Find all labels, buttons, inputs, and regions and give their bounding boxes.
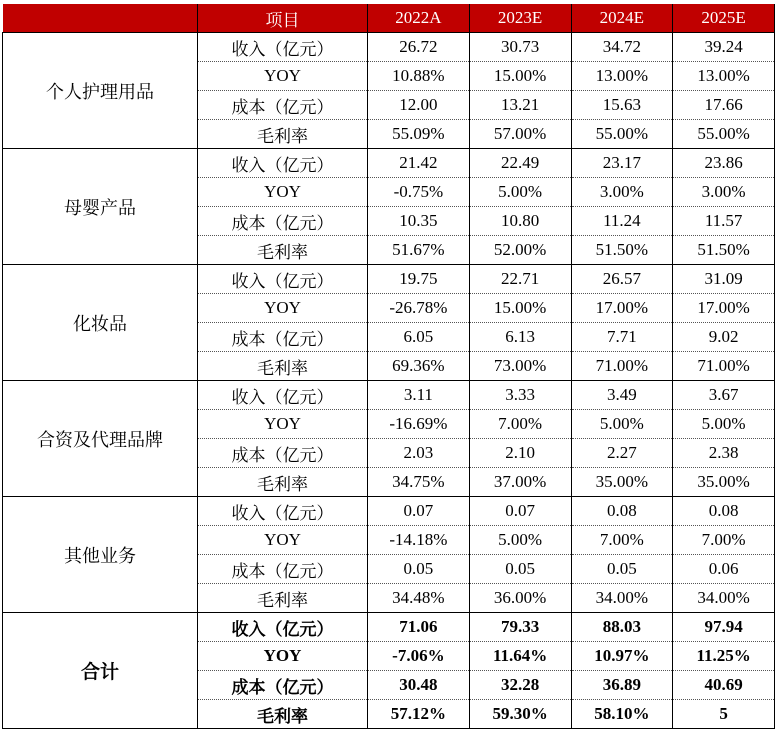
value-cell: 5 bbox=[673, 700, 775, 729]
value-cell: 55.00% bbox=[571, 120, 673, 149]
header-item-label: 项目 bbox=[198, 4, 368, 33]
financial-forecast-table bbox=[2, 4, 775, 729]
value-cell: 34.00% bbox=[673, 584, 775, 613]
value-cell: 7.00% bbox=[469, 410, 571, 439]
header-year-2025e: 2025E bbox=[673, 4, 775, 33]
value-cell: 12.00 bbox=[368, 91, 470, 120]
value-cell: 5.00% bbox=[469, 178, 571, 207]
header-year-2023e: 2023E bbox=[469, 4, 571, 33]
header-row bbox=[3, 4, 775, 33]
value-cell: 35.00% bbox=[673, 468, 775, 497]
value-cell: 17.00% bbox=[571, 294, 673, 323]
table-row bbox=[3, 149, 775, 178]
value-cell: 34.48% bbox=[368, 584, 470, 613]
value-cell: 79.33 bbox=[469, 613, 571, 642]
metric-label: 毛利率 bbox=[198, 352, 368, 381]
value-cell: 10.80 bbox=[469, 207, 571, 236]
metric-label: 收入（亿元） bbox=[198, 149, 368, 178]
value-cell: 57.12% bbox=[368, 700, 470, 729]
value-cell: 71.00% bbox=[571, 352, 673, 381]
table-row bbox=[3, 381, 775, 410]
segment-name: 化妆品 bbox=[3, 265, 198, 381]
value-cell: 15.00% bbox=[469, 294, 571, 323]
value-cell: 0.06 bbox=[673, 555, 775, 584]
value-cell: 55.09% bbox=[368, 120, 470, 149]
segment-other-business bbox=[3, 497, 775, 613]
value-cell: 6.05 bbox=[368, 323, 470, 352]
value-cell: 6.13 bbox=[469, 323, 571, 352]
value-cell: 22.71 bbox=[469, 265, 571, 294]
segment-cosmetics bbox=[3, 265, 775, 381]
header-year-2022a: 2022A bbox=[368, 4, 470, 33]
metric-label: 收入（亿元） bbox=[198, 613, 368, 642]
value-cell: 2.38 bbox=[673, 439, 775, 468]
metric-label: 收入（亿元） bbox=[198, 381, 368, 410]
value-cell: 51.50% bbox=[673, 236, 775, 265]
value-cell: 11.24 bbox=[571, 207, 673, 236]
value-cell: 5.00% bbox=[571, 410, 673, 439]
metric-label: 毛利率 bbox=[198, 120, 368, 149]
value-cell: 17.00% bbox=[673, 294, 775, 323]
value-cell: 3.11 bbox=[368, 381, 470, 410]
value-cell: 11.25% bbox=[673, 642, 775, 671]
value-cell: 3.00% bbox=[673, 178, 775, 207]
value-cell: 3.49 bbox=[571, 381, 673, 410]
value-cell: 7.71 bbox=[571, 323, 673, 352]
metric-label: YOY bbox=[198, 526, 368, 555]
value-cell: 2.27 bbox=[571, 439, 673, 468]
value-cell: 0.05 bbox=[571, 555, 673, 584]
metric-label: 成本（亿元） bbox=[198, 439, 368, 468]
metric-label: YOY bbox=[198, 642, 368, 671]
value-cell: 3.00% bbox=[571, 178, 673, 207]
metric-label: 收入（亿元） bbox=[198, 265, 368, 294]
segment-name: 母婴产品 bbox=[3, 149, 198, 265]
value-cell: 31.09 bbox=[673, 265, 775, 294]
value-cell: 69.36% bbox=[368, 352, 470, 381]
value-cell: 2.03 bbox=[368, 439, 470, 468]
value-cell: 7.00% bbox=[673, 526, 775, 555]
table-row bbox=[3, 265, 775, 294]
value-cell: 52.00% bbox=[469, 236, 571, 265]
value-cell: 17.66 bbox=[673, 91, 775, 120]
value-cell: 88.03 bbox=[571, 613, 673, 642]
value-cell: 30.48 bbox=[368, 671, 470, 700]
metric-label: YOY bbox=[198, 62, 368, 91]
segment-name: 合资及代理品牌 bbox=[3, 381, 198, 497]
segment-name: 其他业务 bbox=[3, 497, 198, 613]
value-cell: 73.00% bbox=[469, 352, 571, 381]
value-cell: 51.67% bbox=[368, 236, 470, 265]
metric-label: 毛利率 bbox=[198, 584, 368, 613]
value-cell: 0.08 bbox=[673, 497, 775, 526]
metric-label: YOY bbox=[198, 410, 368, 439]
value-cell: 5.00% bbox=[673, 410, 775, 439]
value-cell: 19.75 bbox=[368, 265, 470, 294]
value-cell: 97.94 bbox=[673, 613, 775, 642]
value-cell: 0.05 bbox=[368, 555, 470, 584]
metric-label: 收入（亿元） bbox=[198, 33, 368, 62]
value-cell: 26.72 bbox=[368, 33, 470, 62]
value-cell: 59.30% bbox=[469, 700, 571, 729]
value-cell: 7.00% bbox=[571, 526, 673, 555]
metric-label: 成本（亿元） bbox=[198, 91, 368, 120]
metric-label: 成本（亿元） bbox=[198, 323, 368, 352]
value-cell: 22.49 bbox=[469, 149, 571, 178]
value-cell: -0.75% bbox=[368, 178, 470, 207]
value-cell: -14.18% bbox=[368, 526, 470, 555]
segment-personal-care bbox=[3, 33, 775, 149]
value-cell: 9.02 bbox=[673, 323, 775, 352]
metric-label: 收入（亿元） bbox=[198, 497, 368, 526]
value-cell: 21.42 bbox=[368, 149, 470, 178]
segment-name: 合计 bbox=[3, 613, 198, 729]
value-cell: -7.06% bbox=[368, 642, 470, 671]
value-cell: 26.57 bbox=[571, 265, 673, 294]
header-year-2024e: 2024E bbox=[571, 4, 673, 33]
value-cell: 36.00% bbox=[469, 584, 571, 613]
value-cell: 3.33 bbox=[469, 381, 571, 410]
value-cell: 51.50% bbox=[571, 236, 673, 265]
value-cell: 15.00% bbox=[469, 62, 571, 91]
segment-total bbox=[3, 613, 775, 729]
metric-label: 毛利率 bbox=[198, 236, 368, 265]
value-cell: 37.00% bbox=[469, 468, 571, 497]
header-blank-cell bbox=[3, 4, 198, 33]
metric-label: 毛利率 bbox=[198, 468, 368, 497]
value-cell: 30.73 bbox=[469, 33, 571, 62]
value-cell: 5.00% bbox=[469, 526, 571, 555]
value-cell: 40.69 bbox=[673, 671, 775, 700]
value-cell: 11.64% bbox=[469, 642, 571, 671]
value-cell: 2.10 bbox=[469, 439, 571, 468]
segment-jv-agency-brands bbox=[3, 381, 775, 497]
value-cell: 35.00% bbox=[571, 468, 673, 497]
table-row bbox=[3, 33, 775, 62]
value-cell: 13.21 bbox=[469, 91, 571, 120]
value-cell: 10.88% bbox=[368, 62, 470, 91]
value-cell: 36.89 bbox=[571, 671, 673, 700]
metric-label: YOY bbox=[198, 178, 368, 207]
value-cell: 34.72 bbox=[571, 33, 673, 62]
value-cell: 11.57 bbox=[673, 207, 775, 236]
metric-label: 成本（亿元） bbox=[198, 555, 368, 584]
value-cell: 3.67 bbox=[673, 381, 775, 410]
value-cell: 71.06 bbox=[368, 613, 470, 642]
value-cell: 0.07 bbox=[368, 497, 470, 526]
value-cell: 13.00% bbox=[673, 62, 775, 91]
value-cell: 32.28 bbox=[469, 671, 571, 700]
value-cell: 0.08 bbox=[571, 497, 673, 526]
metric-label: YOY bbox=[198, 294, 368, 323]
value-cell: 13.00% bbox=[571, 62, 673, 91]
value-cell: 34.75% bbox=[368, 468, 470, 497]
value-cell: 23.86 bbox=[673, 149, 775, 178]
value-cell: -16.69% bbox=[368, 410, 470, 439]
value-cell: 39.24 bbox=[673, 33, 775, 62]
value-cell: 57.00% bbox=[469, 120, 571, 149]
table-row bbox=[3, 497, 775, 526]
value-cell: 58.10% bbox=[571, 700, 673, 729]
value-cell: 34.00% bbox=[571, 584, 673, 613]
value-cell: 0.05 bbox=[469, 555, 571, 584]
segment-name: 个人护理用品 bbox=[3, 33, 198, 149]
value-cell: 10.97% bbox=[571, 642, 673, 671]
value-cell: 71.00% bbox=[673, 352, 775, 381]
value-cell: 55.00% bbox=[673, 120, 775, 149]
metric-label: 成本（亿元） bbox=[198, 207, 368, 236]
table-row bbox=[3, 613, 775, 642]
value-cell: 15.63 bbox=[571, 91, 673, 120]
value-cell: -26.78% bbox=[368, 294, 470, 323]
metric-label: 成本（亿元） bbox=[198, 671, 368, 700]
segment-maternal-baby bbox=[3, 149, 775, 265]
metric-label: 毛利率 bbox=[198, 700, 368, 729]
value-cell: 10.35 bbox=[368, 207, 470, 236]
value-cell: 23.17 bbox=[571, 149, 673, 178]
value-cell: 0.07 bbox=[469, 497, 571, 526]
